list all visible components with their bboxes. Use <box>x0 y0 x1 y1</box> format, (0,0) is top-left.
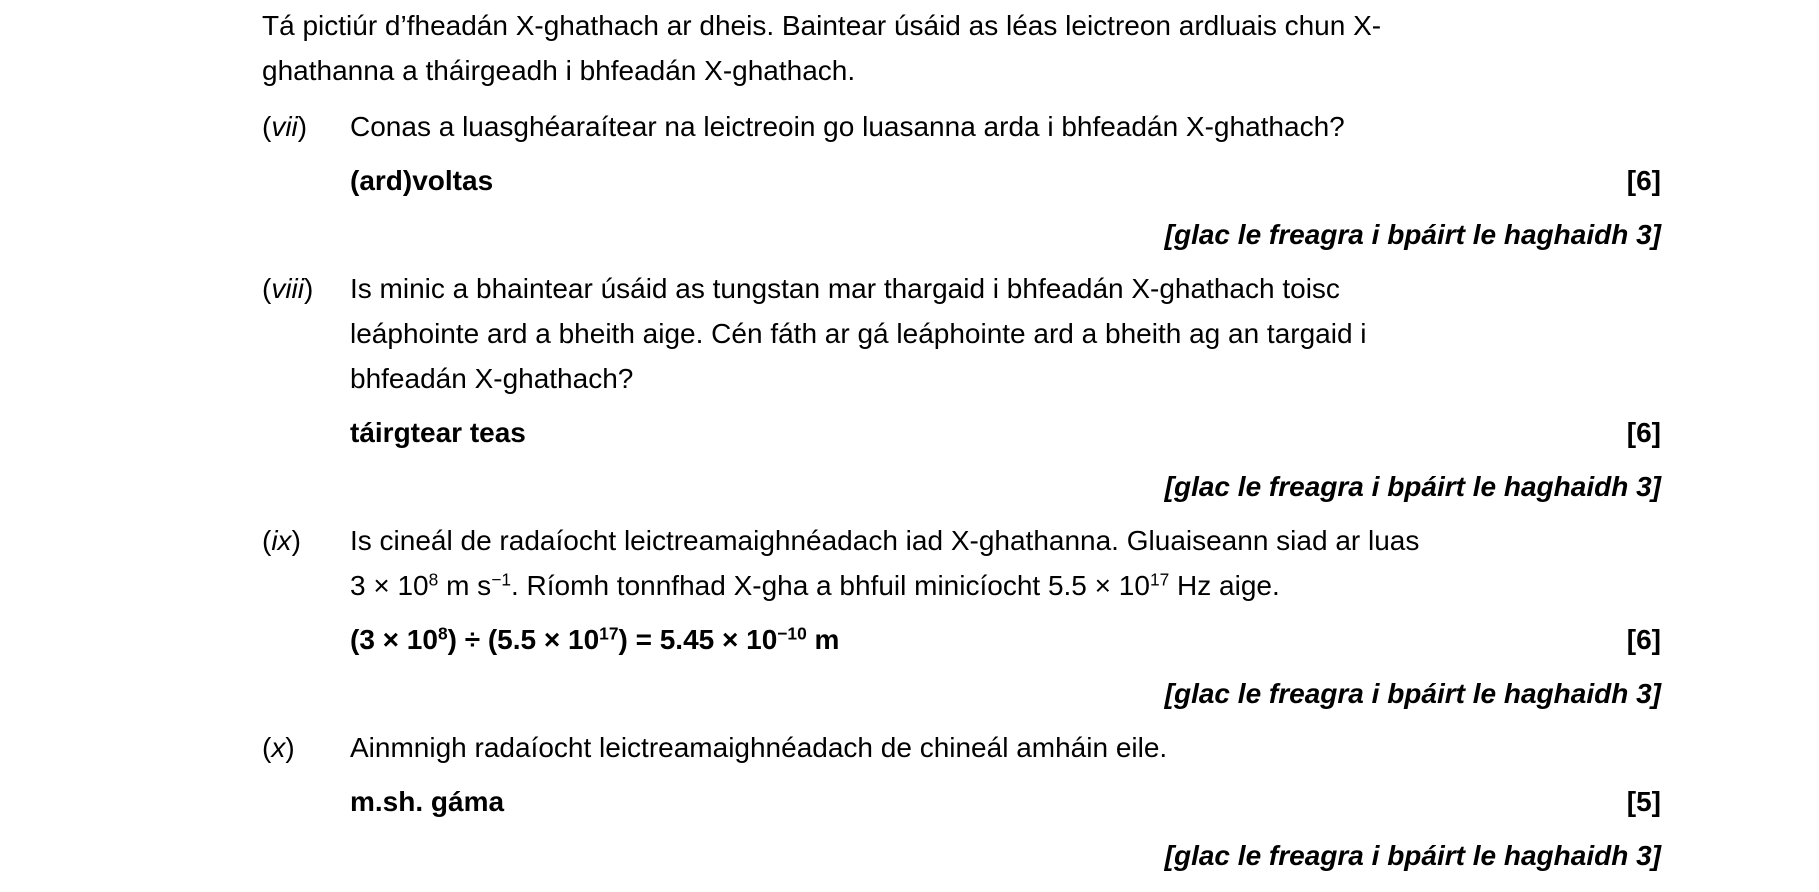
question-label-viii: (viii) <box>262 273 314 304</box>
partial-credit-note-ix: [glac le freagra i bpáirt le haghaidh 3] <box>1164 678 1661 709</box>
intro-line-2: ghathanna a tháirgeadh i bhfeadán X-ghathach. <box>262 55 856 86</box>
question-text-vii: Conas a luasghéaraítear na leictreoin go luasanna arda i bhfeadán X-ghathach? <box>350 111 1345 142</box>
question-text-viii-line-1: Is minic a bhaintear úsáid as tungstan mar thargaid i bhfeadán X-ghathach toisc <box>350 273 1340 304</box>
marks-vii: [6] <box>1626 165 1661 196</box>
partial-credit-note-x: [glac le freagra i bpáirt le haghaidh 3] <box>1164 840 1661 871</box>
marks-viii: [6] <box>1626 417 1661 448</box>
question-text-ix-line-1: Is cineál de radaíocht leictreamaighnéadach iad X-ghathanna. Gluaiseann siad ar luas <box>350 525 1420 556</box>
question-label-vii: (vii) <box>262 111 308 142</box>
marks-ix: [6] <box>1626 624 1661 655</box>
question-text-ix-line-2: $3 \times 10^8$ m $s^{-1}$. Ríomh tonnfhad X-gha a bhfuil minicíocht $5.5 \times 10^{17}$ Hz aige. <box>350 569 1280 601</box>
answer-vii: (ard)voltas <box>350 165 494 196</box>
answer-x: m.sh. gáma <box>350 786 505 817</box>
marks-x: [5] <box>1626 786 1661 817</box>
question-label-ix: (ix) <box>262 525 301 556</box>
question-text-viii-line-3: bhfeadán X-ghathach? <box>350 363 634 394</box>
partial-credit-note-viii: [glac le freagra i bpáirt le haghaidh 3] <box>1164 471 1661 502</box>
question-label-x: (x) <box>262 732 295 763</box>
question-text-viii-line-2: leáphointe ard a bheith aige. Cén fáth ar gá leáphointe ard a bheith ag an targaid i <box>350 318 1367 349</box>
question-text-x: Ainmnigh radaíocht leictreamaighnéadach de chineál amháin eile. <box>350 732 1168 763</box>
intro-line-1: Tá pictiúr d’fheadán X-ghathach ar dheis. Baintear úsáid as léas leictreon ardluais chun X- <box>262 10 1382 41</box>
answer-ix: $(3 \times 10^8) \div (5.5 \times 10^{17}) = 5.45 \times 10^{-10}$ m <box>350 623 840 655</box>
answer-viii: táirgtear teas <box>350 417 526 448</box>
partial-credit-note-vii: [glac le freagra i bpáirt le haghaidh 3] <box>1164 219 1661 250</box>
